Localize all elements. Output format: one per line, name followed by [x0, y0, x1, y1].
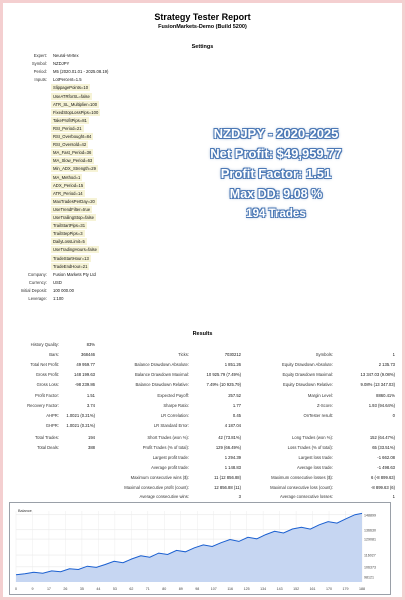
x-tick-label: 35: [79, 587, 84, 591]
results-row: [3, 454, 402, 461]
result-label: Equity Drawdown Maximal:: [282, 371, 333, 377]
x-tick-label: 62: [129, 587, 134, 591]
result-label: Symbols:: [315, 351, 333, 357]
result-value: 13 347.03 (9.08%): [360, 371, 395, 377]
result-value: 49 959.77: [76, 361, 95, 367]
result-value: 3: [238, 494, 241, 500]
settings-value: 100 000.00: [53, 287, 74, 293]
result-value: 368446: [81, 351, 95, 357]
settings-value: TrailStepPips=3: [53, 231, 83, 237]
result-label: Equity Drawdown Relative:: [282, 381, 333, 387]
result-label: Gross Profit:: [35, 371, 59, 377]
report-title: Strategy Tester Report: [154, 12, 251, 22]
result-value: 1.0021 (0.21%): [66, 412, 95, 418]
x-tick-label: 53: [112, 587, 117, 591]
settings-value: Fusion Markets Pty Ltd: [53, 271, 96, 277]
settings-row: [3, 52, 402, 59]
result-value: 83%: [86, 342, 95, 347]
result-value: 7.49% (10 925.79): [206, 381, 241, 387]
results-row: [3, 381, 402, 388]
result-value: 1 851.26: [224, 361, 241, 367]
result-label: Profit Trades (% of total):: [142, 444, 189, 450]
y-tick-label: 106373: [364, 565, 376, 570]
y-tick-label: 136630: [364, 528, 376, 533]
settings-value: Neural-Vertex: [53, 53, 79, 58]
settings-value: RSI_Period=21: [53, 125, 82, 131]
settings-value: Min_ADX_Strength=29: [53, 166, 96, 172]
x-tick-label: 0: [15, 587, 17, 591]
result-value: 129 (66.49%): [215, 444, 241, 450]
settings-label: Inputs:: [34, 77, 47, 83]
results-row: [3, 484, 402, 491]
y-tick-label: 116027: [364, 553, 376, 558]
settings-value: SlippagePoints=10: [53, 85, 89, 91]
settings-label: Leverage:: [28, 296, 47, 301]
x-tick-label: 161: [309, 587, 316, 591]
result-label: Short Trades (won %):: [147, 435, 189, 440]
x-tick-label: 152: [293, 587, 300, 591]
result-value: 12 856.88 (11): [214, 484, 241, 490]
report-subtitle: FusionMarkets-Demo (Build 5200): [158, 24, 247, 30]
results-row: [3, 434, 402, 441]
x-tick-label: 107: [210, 587, 217, 591]
settings-value: LotPercent=1.5: [53, 77, 82, 83]
result-label: Profit Factor:: [35, 393, 59, 398]
settings-value: DailyLossLimit=5: [53, 239, 85, 245]
result-label: Balance Drawdown Maximal:: [135, 371, 189, 377]
results-row: [3, 474, 402, 481]
result-value: -1 498.63: [377, 464, 395, 470]
result-label: Maximal consecutive profit (count):: [124, 484, 189, 490]
result-label: History Quality:: [30, 342, 59, 347]
result-value: 257.52: [228, 393, 241, 398]
x-tick-label: 134: [260, 587, 267, 591]
settings-row: [3, 76, 402, 83]
result-value: 0: [392, 412, 395, 418]
settings-label: Symbol:: [31, 61, 47, 67]
result-label: Loss Trades (% of total):: [287, 444, 333, 450]
settings-value: ADX_Period=15: [53, 182, 84, 188]
settings-value: TradeStartHour=13: [53, 255, 89, 261]
y-tick-label: 148899: [364, 513, 376, 518]
result-value: 1.51: [86, 393, 95, 398]
balance-chart: [9, 502, 391, 595]
result-label: OnTester result:: [303, 412, 333, 418]
report-page: [3, 3, 402, 597]
settings-value: RSI_Oversold=42: [53, 142, 87, 148]
settings-value: ATR_SL_Multiplier=100: [53, 101, 98, 107]
settings-row: [3, 109, 402, 116]
result-value: 1.0021 (0.21%): [66, 422, 95, 428]
result-value: 388: [88, 444, 95, 450]
result-value: 1.93 (94.64%): [368, 402, 395, 408]
results-heading: Results: [192, 331, 213, 337]
x-tick-label: 143: [276, 587, 283, 591]
x-tick-label: 17: [46, 587, 51, 591]
settings-row: [3, 68, 402, 75]
result-label: Gross Loss:: [36, 381, 59, 387]
result-value: 1: [392, 351, 395, 357]
settings-heading: Settings: [191, 44, 214, 50]
result-label: Average consecutive losses:: [280, 494, 333, 500]
result-value: 4 187.04: [224, 422, 241, 428]
result-label: Maximal consecutive loss (count):: [270, 484, 333, 490]
y-tick-label: 98121: [364, 575, 374, 580]
result-label: Average loss trade:: [296, 464, 333, 470]
result-value: -8 899.63 (6): [371, 484, 395, 490]
result-label: Margin Level:: [307, 393, 333, 398]
settings-value: TrailStartPips=31: [53, 223, 86, 229]
x-tick-label: 26: [63, 587, 68, 591]
result-label: Expected Payoff:: [157, 393, 189, 398]
settings-label: Initial Deposit:: [20, 287, 47, 293]
result-value: 1.77: [232, 402, 241, 408]
x-tick-label: 116: [227, 587, 234, 591]
chart-legend-balance: Balance: [18, 509, 32, 513]
result-label: Total Deals:: [37, 444, 59, 450]
results-row: [3, 422, 402, 429]
settings-value: UseTrendFilter=true: [53, 206, 91, 212]
results-row: [3, 392, 402, 399]
result-value: 1 294.39: [224, 454, 241, 460]
overlay-symbol-period: NZDJPY - 2020-2025: [213, 126, 339, 141]
result-value: 1: [392, 494, 395, 500]
settings-value: USD: [53, 279, 62, 285]
settings-value: RSI_Overbought=84: [53, 134, 92, 139]
result-value: 2 135.73: [378, 361, 395, 367]
settings-value: 1:100: [53, 296, 64, 301]
result-label: LR Standard Error:: [153, 422, 189, 428]
result-label: Recovery Factor:: [27, 402, 59, 408]
result-value: 3.74: [86, 402, 95, 408]
result-value: 11 (12 856.88): [214, 474, 241, 480]
result-value: 7030212: [224, 351, 241, 357]
result-value: 65 (33.51%): [372, 444, 395, 450]
settings-row: [3, 101, 402, 108]
overlay-trades: 194 Trades: [246, 208, 306, 220]
settings-label: Expert:: [33, 53, 47, 58]
settings-row: [3, 246, 402, 253]
settings-value: UseTrailingStop=false: [53, 215, 94, 220]
settings-row: [3, 93, 402, 100]
result-label: Maximum consecutive wins ($):: [130, 474, 189, 480]
result-label: LR Correlation:: [160, 412, 189, 418]
settings-label: Currency:: [28, 279, 47, 285]
result-label: Balance Drawdown Relative:: [135, 381, 189, 387]
result-label: Long Trades (won %):: [292, 435, 333, 440]
overlay-net-profit: Net Profit: $49,959.77: [210, 146, 342, 161]
x-tick-label: 179: [342, 587, 349, 591]
settings-value: ATR_Period=14: [53, 190, 83, 196]
results-row: [3, 464, 402, 471]
settings-label: Period:: [33, 69, 47, 75]
settings-row: [3, 255, 402, 262]
result-label: Largest loss trade:: [298, 454, 333, 460]
results-row: [3, 371, 402, 378]
balance-area: [16, 513, 362, 582]
results-row: [3, 361, 402, 368]
result-label: Z-Score:: [316, 402, 333, 408]
result-label: Average consecutive wins:: [139, 494, 189, 500]
result-value: 10 925.79 (7.49%): [206, 371, 241, 377]
settings-value: FixedStopLossPips=100: [53, 109, 99, 115]
settings-row: [3, 117, 402, 124]
settings-row: [3, 238, 402, 245]
settings-row: [3, 271, 402, 278]
x-tick-label: 89: [178, 587, 183, 591]
settings-row: [3, 287, 402, 294]
x-tick-label: 80: [162, 587, 167, 591]
settings-value: TakeProfitPips=81: [53, 117, 87, 123]
x-tick-label: 170: [326, 587, 333, 591]
x-tick-label: 98: [195, 587, 200, 591]
settings-row: [3, 60, 402, 67]
settings-value: UseTradingHours=false: [53, 247, 97, 253]
x-tick-label: 44: [96, 587, 101, 591]
x-tick-label: 9: [31, 587, 34, 591]
results-row: [3, 351, 402, 358]
result-label: Ticks:: [178, 351, 189, 357]
result-value: 8860.41%: [376, 393, 395, 398]
settings-row: [3, 230, 402, 237]
result-label: Average profit trade:: [151, 464, 189, 470]
result-label: Sharpe Ratio:: [163, 402, 189, 408]
settings-value: MaxTradesPerDay=20: [53, 198, 95, 204]
result-value: 148 199.63: [74, 371, 95, 377]
results-row: [3, 402, 402, 409]
settings-value: M5 (2020.01.01 - 2025.08.19): [53, 69, 109, 75]
result-value: 1 148.83: [224, 464, 241, 470]
result-value: -98 239.86: [74, 381, 95, 387]
x-tick-label: 188: [359, 587, 365, 591]
result-label: AHPR:: [46, 412, 59, 418]
settings-value: TradeEndHour=21: [53, 263, 88, 269]
result-value: 6 (-8 899.63): [371, 474, 395, 480]
settings-row: [3, 263, 402, 270]
summary-overlay: [166, 124, 386, 224]
x-tick-label: 71: [145, 587, 150, 591]
result-label: GHPR:: [45, 422, 59, 428]
result-label: Balance Drawdown Absolute:: [134, 361, 189, 367]
settings-value: NZDJPY: [53, 61, 70, 67]
result-value: 194: [88, 435, 95, 440]
result-value: 0.45: [232, 412, 241, 418]
x-tick-label: 125: [243, 587, 250, 591]
results-row: [3, 444, 402, 451]
result-label: Total Trades:: [35, 435, 59, 440]
result-label: Equity Drawdown Absolute:: [282, 361, 333, 367]
result-value: 9.08% (13 347.03): [360, 381, 395, 387]
result-label: Largest profit trade:: [152, 454, 189, 460]
settings-row: [3, 295, 402, 302]
result-value: -1 662.08: [377, 454, 395, 460]
result-label: Maximum consecutive losses ($):: [271, 474, 333, 480]
results-row: [3, 412, 402, 419]
y-tick-label: 129081: [364, 537, 376, 542]
results-row: [3, 341, 402, 348]
overlay-max-drawdown: Max DD: 9.08 %: [229, 187, 323, 201]
settings-row: [3, 84, 402, 91]
result-value: 152 (64.47%): [369, 435, 395, 440]
settings-row: [3, 279, 402, 286]
settings-label: Company:: [27, 271, 47, 277]
overlay-profit-factor: Profit Factor: 1.51: [220, 166, 332, 181]
settings-value: MA_Method=1: [53, 174, 81, 180]
results-row: [3, 493, 402, 500]
settings-value: UseATRforSL=false: [53, 93, 90, 99]
settings-value: MA_Slow_Period=63: [53, 158, 93, 164]
result-label: Total Net Profit:: [30, 361, 59, 367]
balance-chart-svg: [10, 503, 390, 594]
settings-value: MA_Fast_Period=36: [53, 150, 92, 156]
result-label: Bars:: [49, 351, 59, 357]
result-value: 42 (73.81%): [218, 435, 241, 440]
